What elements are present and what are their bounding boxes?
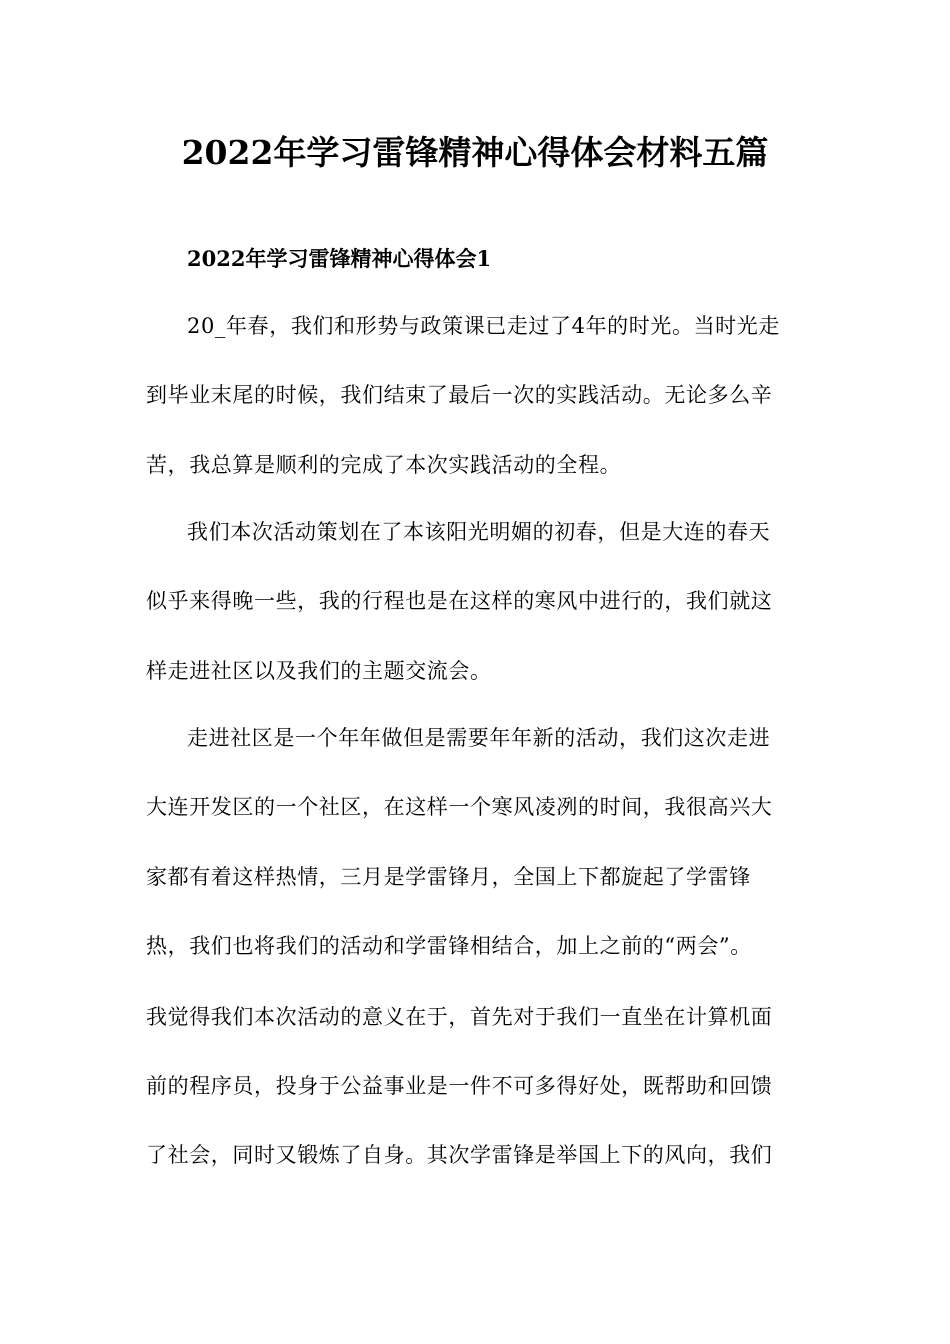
paragraph-line: 我觉得我们本次活动的意义在于，首先对于我们一直坐在计算机面 <box>146 1005 773 1029</box>
section-heading: 2022年学习雷锋精神心得体会1 <box>187 246 492 271</box>
paragraph-line: 样走进社区以及我们的主题交流会。 <box>146 659 492 683</box>
paragraph-line: 苦，我总算是顺利的完成了本次实践活动的全程。 <box>146 453 622 477</box>
paragraph-line: 似乎来得晚一些，我的行程也是在这样的寒风中进行的，我们就这 <box>146 589 773 613</box>
paragraph-line: 家都有着这样热情，三月是学雷锋月，全国上下都旋起了学雷锋 <box>146 865 751 889</box>
document-title: 2022年学习雷锋精神心得体会材料五篇 <box>181 133 769 172</box>
paragraph-line: 到毕业末尾的时候，我们结束了最后一次的实践活动。无论多么辛 <box>146 383 773 407</box>
paragraph-line: 热，我们也将我们的活动和学雷锋相结合，加上之前的“两会”。 <box>146 934 752 958</box>
paragraph-line: 走进社区是一个年年做但是需要年年新的活动，我们这次走进 <box>187 726 771 750</box>
paragraph-line: 我们本次活动策划在了本该阳光明媚的初春，但是大连的春天 <box>187 520 771 544</box>
paragraph-line: 20_年春，我们和形势与政策课已走过了4年的时光。当时光走 <box>187 314 780 338</box>
paragraph-line: 前的程序员，投身于公益事业是一件不可多得好处，既帮助和回馈 <box>146 1074 773 1098</box>
paragraph-line: 了社会，同时又锻炼了自身。其次学雷锋是举国上下的风向，我们 <box>146 1143 773 1167</box>
paragraph-line: 大连开发区的一个社区，在这样一个寒风凌冽的时间，我很高兴大 <box>146 795 773 819</box>
